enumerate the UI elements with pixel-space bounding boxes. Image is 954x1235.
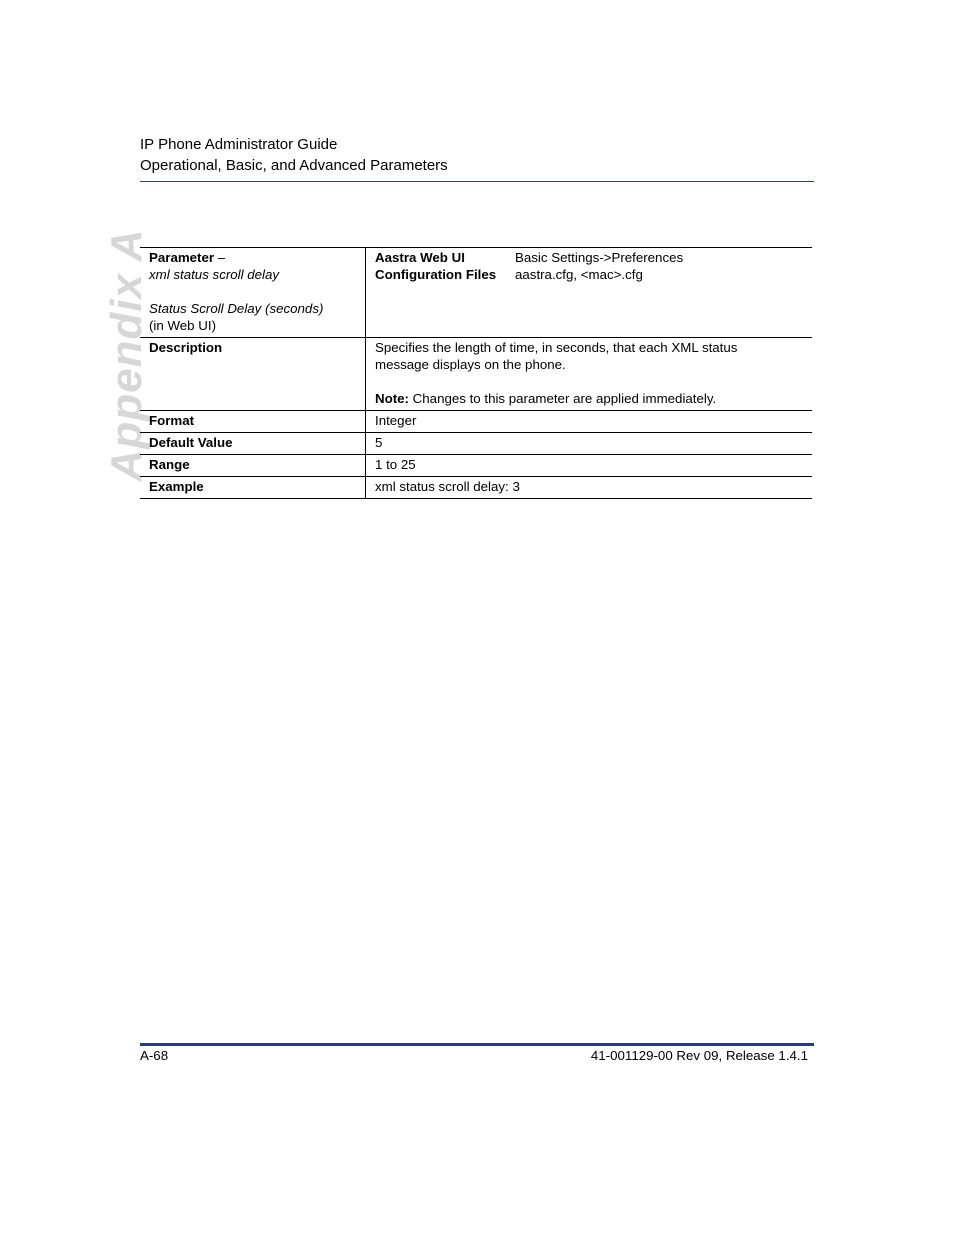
table-row-default	[140, 433, 812, 455]
example-label: Example	[140, 477, 366, 499]
config-files-key: Configuration Files	[375, 267, 497, 282]
config-files-value: aastra.cfg, <mac>.cfg	[515, 267, 643, 282]
table-row-example	[140, 477, 812, 499]
header-title: IP Phone Administrator Guide	[140, 136, 338, 153]
range-label: Range	[140, 455, 366, 477]
aastra-web-ui-value: Basic Settings->Preferences	[515, 250, 684, 265]
page-number: A-68	[140, 1048, 169, 1063]
table-row-description	[140, 338, 812, 411]
format-value: Integer	[375, 413, 417, 428]
default-value-label: Default Value	[140, 433, 366, 455]
description-cell	[366, 338, 813, 411]
header-divider	[140, 181, 814, 182]
example-value: xml status scroll delay: 3	[375, 479, 520, 494]
table-row-range	[140, 455, 812, 477]
description-text: Specifies the length of time, in seconds, that each XML status message displays on the phone.	[375, 340, 738, 372]
parameter-webui-name: Status Scroll Delay (seconds)	[149, 301, 324, 316]
note-text: Changes to this parameter are applied immediately.	[408, 391, 717, 406]
header-subtitle: Operational, Basic, and Advanced Parameters	[140, 157, 448, 174]
side-tab-label: Appendix A	[102, 228, 151, 482]
range-value: 1 to 25	[375, 457, 416, 472]
footer-divider	[140, 1043, 814, 1046]
parameter-label: Parameter	[149, 250, 215, 265]
parameter-config-name: xml status scroll delay	[149, 267, 280, 282]
parameter-dash: –	[214, 250, 226, 265]
default-value: 5	[375, 435, 383, 450]
location-cell	[366, 248, 813, 338]
aastra-web-ui-key: Aastra Web UI	[375, 250, 465, 265]
parameter-webui-note: (in Web UI)	[149, 318, 216, 333]
parameter-table	[140, 247, 812, 499]
note-label: Note:	[375, 391, 409, 406]
table-row-parameter	[140, 248, 812, 338]
parameter-cell	[140, 248, 366, 338]
document-id: 41-001129-00 Rev 09, Release 1.4.1	[590, 1048, 808, 1063]
description-label: Description	[140, 338, 366, 411]
table-row-format	[140, 411, 812, 433]
format-label: Format	[140, 411, 366, 433]
